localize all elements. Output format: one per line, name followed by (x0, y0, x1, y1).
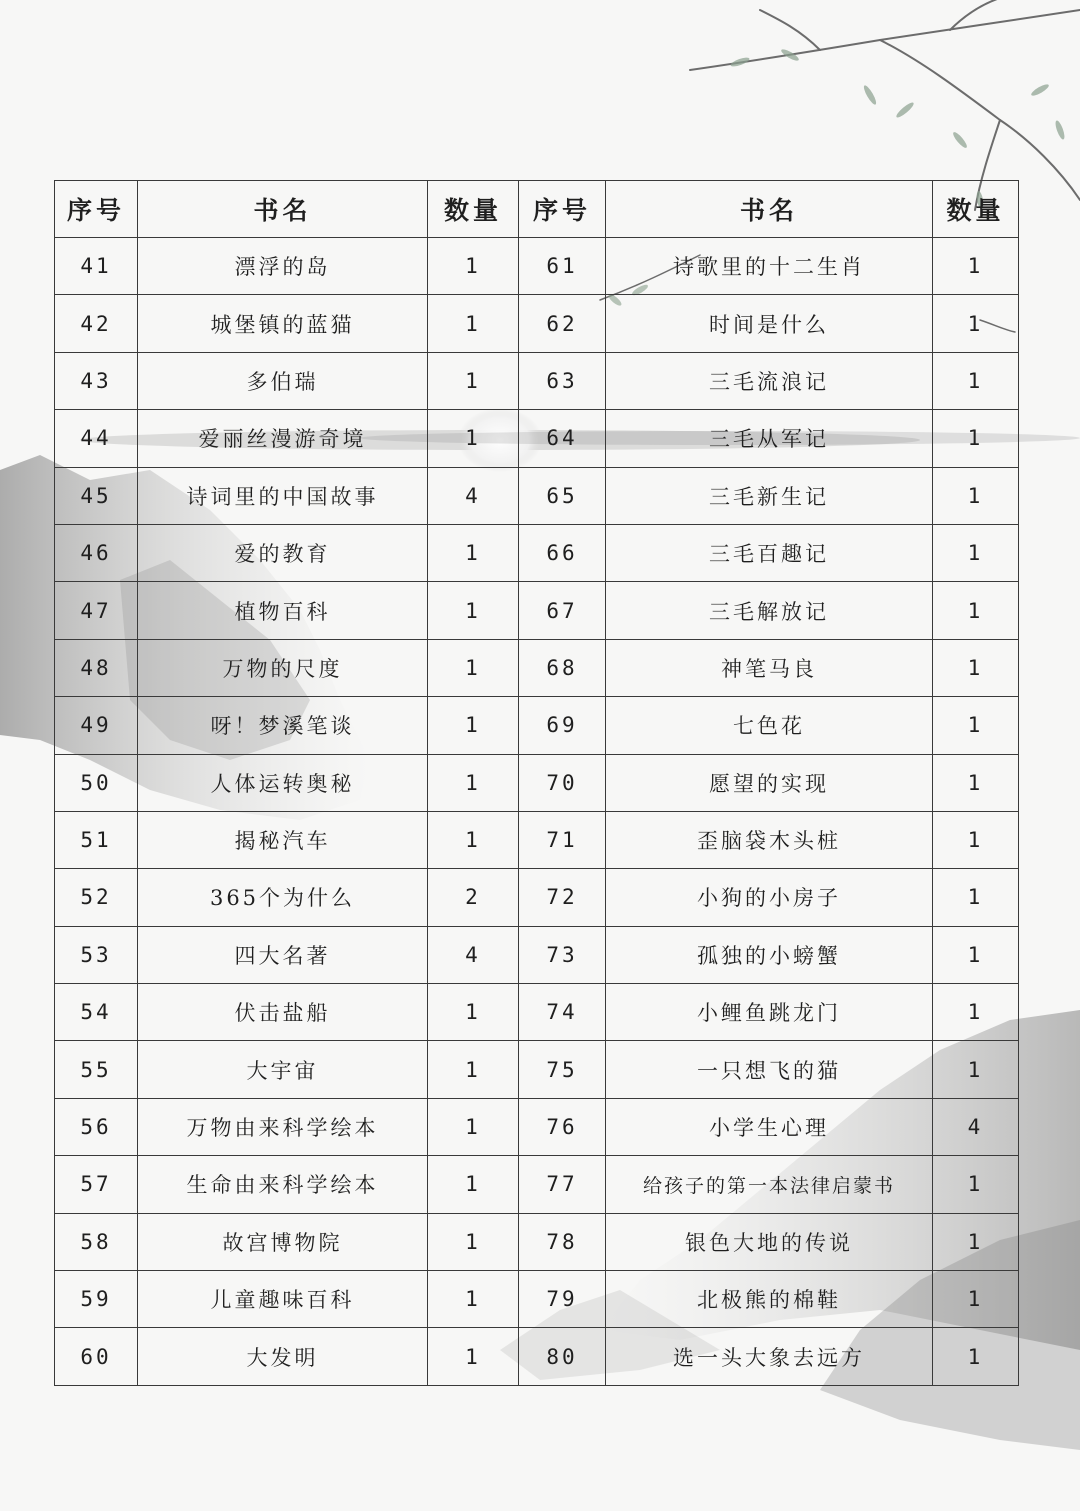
book-number-cell: 74 (519, 984, 606, 1041)
book-quantity-cell: 1 (933, 238, 1019, 295)
book-number-cell: 73 (519, 926, 606, 983)
book-quantity-cell: 1 (933, 869, 1019, 926)
book-title-cell: 一只想飞的猫 (606, 1041, 933, 1098)
book-quantity-cell: 1 (428, 639, 519, 696)
book-title-cell: 大发明 (138, 1328, 428, 1385)
book-title-cell: 银色大地的传说 (606, 1213, 933, 1270)
book-title-cell: 多伯瑞 (138, 352, 428, 409)
book-title-cell: 爱丽丝漫游奇境 (138, 410, 428, 467)
book-quantity-cell: 1 (933, 984, 1019, 1041)
book-number-cell: 42 (55, 295, 138, 352)
book-title-cell: 愿望的实现 (606, 754, 933, 811)
book-number-cell: 54 (55, 984, 138, 1041)
table-row (55, 1328, 1019, 1385)
header-quantity-right: 数量 (933, 181, 1019, 238)
table-row (55, 1213, 1019, 1270)
book-quantity-cell: 1 (428, 582, 519, 639)
book-title-cell: 三毛解放记 (606, 582, 933, 639)
book-number-cell: 70 (519, 754, 606, 811)
book-number-cell: 65 (519, 467, 606, 524)
table-row (55, 352, 1019, 409)
book-number-cell: 46 (55, 524, 138, 581)
book-number-cell: 60 (55, 1328, 138, 1385)
book-title-cell: 孤独的小螃蟹 (606, 926, 933, 983)
book-title-cell: 神笔马良 (606, 639, 933, 696)
book-number-cell: 52 (55, 869, 138, 926)
book-title-cell: 揭秘汽车 (138, 811, 428, 868)
book-quantity-cell: 1 (933, 1271, 1019, 1328)
header-quantity-left: 数量 (428, 181, 519, 238)
book-title-cell: 七色花 (606, 697, 933, 754)
book-quantity-cell: 1 (933, 1213, 1019, 1270)
book-title-cell: 城堡镇的蓝猫 (138, 295, 428, 352)
book-title-cell: 爱的教育 (138, 524, 428, 581)
book-number-cell: 47 (55, 582, 138, 639)
table-header-row (55, 181, 1019, 238)
book-quantity-cell: 1 (428, 1328, 519, 1385)
book-title-cell: 三毛从军记 (606, 410, 933, 467)
book-title-cell: 给孩子的第一本法律启蒙书 (606, 1156, 933, 1213)
table-row (55, 582, 1019, 639)
book-number-cell: 49 (55, 697, 138, 754)
book-quantity-cell: 1 (933, 1041, 1019, 1098)
table-row (55, 524, 1019, 581)
book-title-cell: 时间是什么 (606, 295, 933, 352)
book-quantity-cell: 1 (933, 697, 1019, 754)
book-list-table-container (54, 180, 1018, 1386)
table-row (55, 1156, 1019, 1213)
book-title-cell: 植物百科 (138, 582, 428, 639)
book-title-cell: 小狗的小房子 (606, 869, 933, 926)
book-title-cell: 万物的尺度 (138, 639, 428, 696)
book-number-cell: 77 (519, 1156, 606, 1213)
header-title-left: 书名 (138, 181, 428, 238)
book-list-table (54, 180, 1019, 1386)
book-quantity-cell: 1 (933, 926, 1019, 983)
book-number-cell: 64 (519, 410, 606, 467)
book-title-cell: 故宫博物院 (138, 1213, 428, 1270)
book-number-cell: 48 (55, 639, 138, 696)
book-title-cell: 三毛百趣记 (606, 524, 933, 581)
book-quantity-cell: 1 (428, 1271, 519, 1328)
book-quantity-cell: 1 (933, 467, 1019, 524)
table-row (55, 926, 1019, 983)
book-title-cell: 北极熊的棉鞋 (606, 1271, 933, 1328)
book-number-cell: 43 (55, 352, 138, 409)
table-row (55, 295, 1019, 352)
book-number-cell: 62 (519, 295, 606, 352)
book-title-cell: 诗歌里的十二生肖 (606, 238, 933, 295)
table-row (55, 1271, 1019, 1328)
book-number-cell: 57 (55, 1156, 138, 1213)
book-quantity-cell: 1 (428, 352, 519, 409)
table-row (55, 410, 1019, 467)
book-quantity-cell: 1 (428, 238, 519, 295)
book-title-cell: 大宇宙 (138, 1041, 428, 1098)
book-title-cell: 人体运转奥秘 (138, 754, 428, 811)
book-number-cell: 55 (55, 1041, 138, 1098)
book-title-cell: 选一头大象去远方 (606, 1328, 933, 1385)
book-title-cell: 365个为什么 (138, 869, 428, 926)
book-number-cell: 69 (519, 697, 606, 754)
book-number-cell: 63 (519, 352, 606, 409)
book-number-cell: 68 (519, 639, 606, 696)
book-title-cell: 万物由来科学绘本 (138, 1098, 428, 1155)
book-quantity-cell: 1 (428, 1213, 519, 1270)
book-number-cell: 53 (55, 926, 138, 983)
table-row (55, 639, 1019, 696)
book-number-cell: 72 (519, 869, 606, 926)
table-row (55, 238, 1019, 295)
book-quantity-cell: 1 (428, 1041, 519, 1098)
book-quantity-cell: 1 (933, 524, 1019, 581)
book-number-cell: 59 (55, 1271, 138, 1328)
book-quantity-cell: 4 (428, 926, 519, 983)
table-row (55, 1098, 1019, 1155)
book-number-cell: 78 (519, 1213, 606, 1270)
book-title-cell: 三毛新生记 (606, 467, 933, 524)
book-quantity-cell: 1 (428, 984, 519, 1041)
book-quantity-cell: 1 (933, 754, 1019, 811)
book-title-cell: 小鲤鱼跳龙门 (606, 984, 933, 1041)
book-quantity-cell: 4 (933, 1098, 1019, 1155)
table-row (55, 811, 1019, 868)
table-row (55, 1041, 1019, 1098)
table-row (55, 869, 1019, 926)
book-quantity-cell: 1 (428, 754, 519, 811)
book-number-cell: 71 (519, 811, 606, 868)
book-number-cell: 51 (55, 811, 138, 868)
book-number-cell: 76 (519, 1098, 606, 1155)
book-quantity-cell: 1 (933, 582, 1019, 639)
book-quantity-cell: 1 (933, 410, 1019, 467)
book-quantity-cell: 1 (933, 295, 1019, 352)
book-number-cell: 61 (519, 238, 606, 295)
book-title-cell: 四大名著 (138, 926, 428, 983)
book-number-cell: 44 (55, 410, 138, 467)
header-title-right: 书名 (606, 181, 933, 238)
book-quantity-cell: 1 (933, 1328, 1019, 1385)
book-number-cell: 75 (519, 1041, 606, 1098)
book-quantity-cell: 2 (428, 869, 519, 926)
book-quantity-cell: 1 (933, 639, 1019, 696)
book-title-cell: 呀！梦溪笔谈 (138, 697, 428, 754)
book-quantity-cell: 1 (428, 1156, 519, 1213)
book-title-cell: 生命由来科学绘本 (138, 1156, 428, 1213)
book-quantity-cell: 1 (428, 410, 519, 467)
book-number-cell: 41 (55, 238, 138, 295)
book-quantity-cell: 1 (933, 352, 1019, 409)
header-number-right: 序号 (519, 181, 606, 238)
book-number-cell: 56 (55, 1098, 138, 1155)
book-quantity-cell: 4 (428, 467, 519, 524)
table-row (55, 984, 1019, 1041)
book-title-cell: 漂浮的岛 (138, 238, 428, 295)
book-quantity-cell: 1 (428, 295, 519, 352)
book-number-cell: 67 (519, 582, 606, 639)
book-title-cell: 小学生心理 (606, 1098, 933, 1155)
book-quantity-cell: 1 (933, 1156, 1019, 1213)
book-quantity-cell: 1 (428, 811, 519, 868)
table-row (55, 697, 1019, 754)
book-number-cell: 58 (55, 1213, 138, 1270)
book-quantity-cell: 1 (428, 697, 519, 754)
book-quantity-cell: 1 (933, 811, 1019, 868)
book-title-cell: 伏击盐船 (138, 984, 428, 1041)
book-number-cell: 79 (519, 1271, 606, 1328)
book-quantity-cell: 1 (428, 524, 519, 581)
book-number-cell: 50 (55, 754, 138, 811)
book-title-cell: 儿童趣味百科 (138, 1271, 428, 1328)
book-title-cell: 歪脑袋木头桩 (606, 811, 933, 868)
header-number-left: 序号 (55, 181, 138, 238)
book-number-cell: 45 (55, 467, 138, 524)
book-number-cell: 80 (519, 1328, 606, 1385)
book-number-cell: 66 (519, 524, 606, 581)
book-quantity-cell: 1 (428, 1098, 519, 1155)
table-row (55, 754, 1019, 811)
table-row (55, 467, 1019, 524)
book-title-cell: 三毛流浪记 (606, 352, 933, 409)
book-title-cell: 诗词里的中国故事 (138, 467, 428, 524)
